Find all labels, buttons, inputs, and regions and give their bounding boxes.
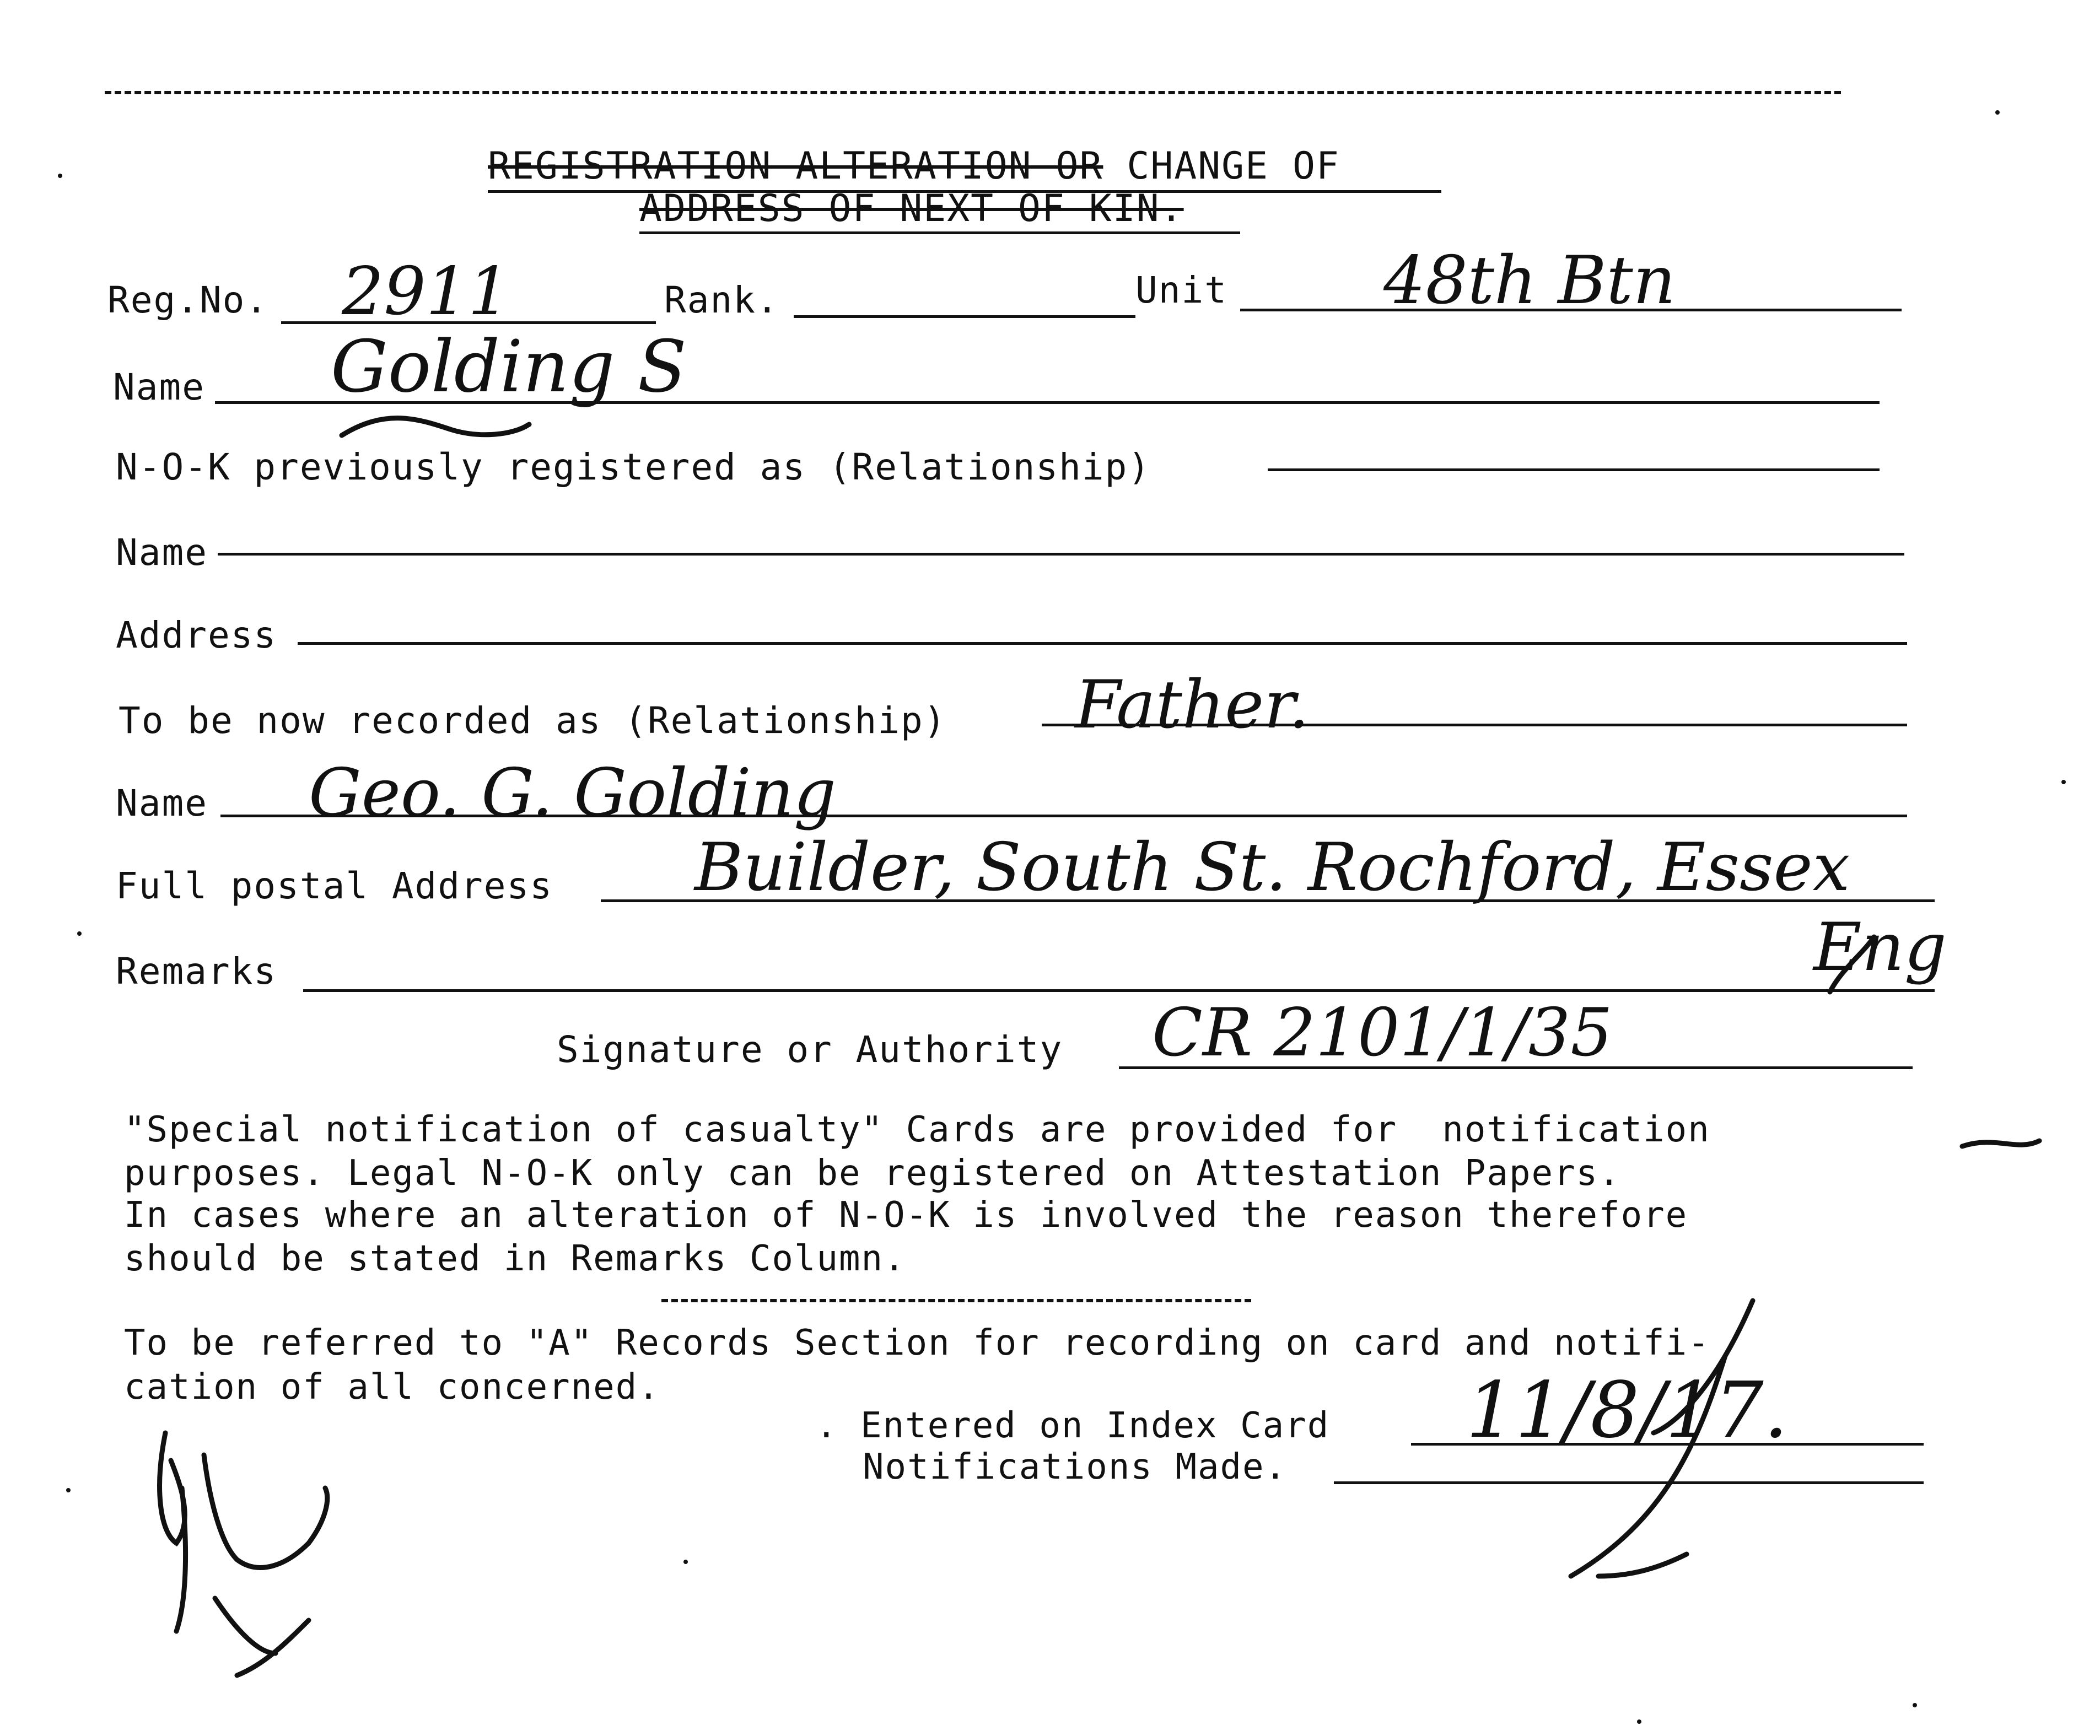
notice-line-4: should be stated in Remarks Column.: [124, 1238, 906, 1279]
reg-no-label: Reg.No.: [107, 279, 269, 321]
referral-line-1: To be referred to "A" Records Section for recording on card and notifi-: [124, 1323, 1710, 1363]
postal-address-value-2: Eng: [1813, 909, 1947, 986]
speck: [1637, 1719, 1641, 1724]
new-nok-name-label: Name: [116, 782, 208, 824]
new-relationship-label: To be now recorded as (Relationship): [119, 699, 947, 742]
signature-value: CR 2101/1/35: [1152, 995, 1613, 1071]
entered-label: . Entered on Index Card: [816, 1405, 1330, 1446]
referral-line-2: cation of all concerned.: [124, 1367, 660, 1408]
prev-nok-address-label: Address: [116, 614, 277, 656]
postal-address-value: Builder, South St. Rochford, Essex: [694, 829, 1850, 906]
postal-address-label: Full postal Address: [116, 865, 553, 907]
form-title-struck-text: REGISTRATION ALTERATION OR: [488, 144, 1103, 188]
speck: [1913, 1703, 1917, 1707]
form-title-text: CHANGE OF: [1103, 144, 1340, 188]
prev-nok-name-label: Name: [116, 531, 208, 574]
speck: [1995, 110, 2000, 115]
rank-label: Rank.: [664, 279, 779, 321]
form-title-line-2: ADDRESS OF NEXT OF KIN.: [639, 187, 1184, 230]
notifications-label: Notifications Made.: [863, 1447, 1288, 1487]
signature-label: Signature or Authority: [557, 1028, 1063, 1071]
speck: [66, 1488, 71, 1492]
soldier-name-label: Name: [113, 366, 205, 408]
unit-label: Unit: [1135, 269, 1227, 311]
reg-no-value: 2911: [342, 254, 510, 330]
new-nok-name-value: Geo. G. Golding: [309, 755, 836, 832]
nok-previous-label: N-O-K previously registered as (Relationship): [116, 446, 1151, 488]
entry-date-value: 11/8/17.: [1466, 1366, 1789, 1455]
speck: [58, 174, 62, 178]
speck: [683, 1560, 688, 1564]
notice-line-1: "Special notification of casualty" Cards are provided for notification: [124, 1109, 1710, 1150]
unit-value: 48th Btn: [1383, 242, 1676, 319]
notice-line-2: purposes. Legal N-O-K only can be registered on Attestation Papers.: [124, 1153, 1621, 1194]
notice-line-3: In cases where an alteration of N-O-K is involved the reason therefore: [124, 1195, 1688, 1236]
remarks-label: Remarks: [116, 950, 277, 993]
soldier-name-value: Golding S: [331, 325, 687, 408]
new-relationship-value: Father.: [1075, 667, 1310, 743]
speck: [2061, 780, 2066, 784]
speck: [77, 931, 82, 936]
